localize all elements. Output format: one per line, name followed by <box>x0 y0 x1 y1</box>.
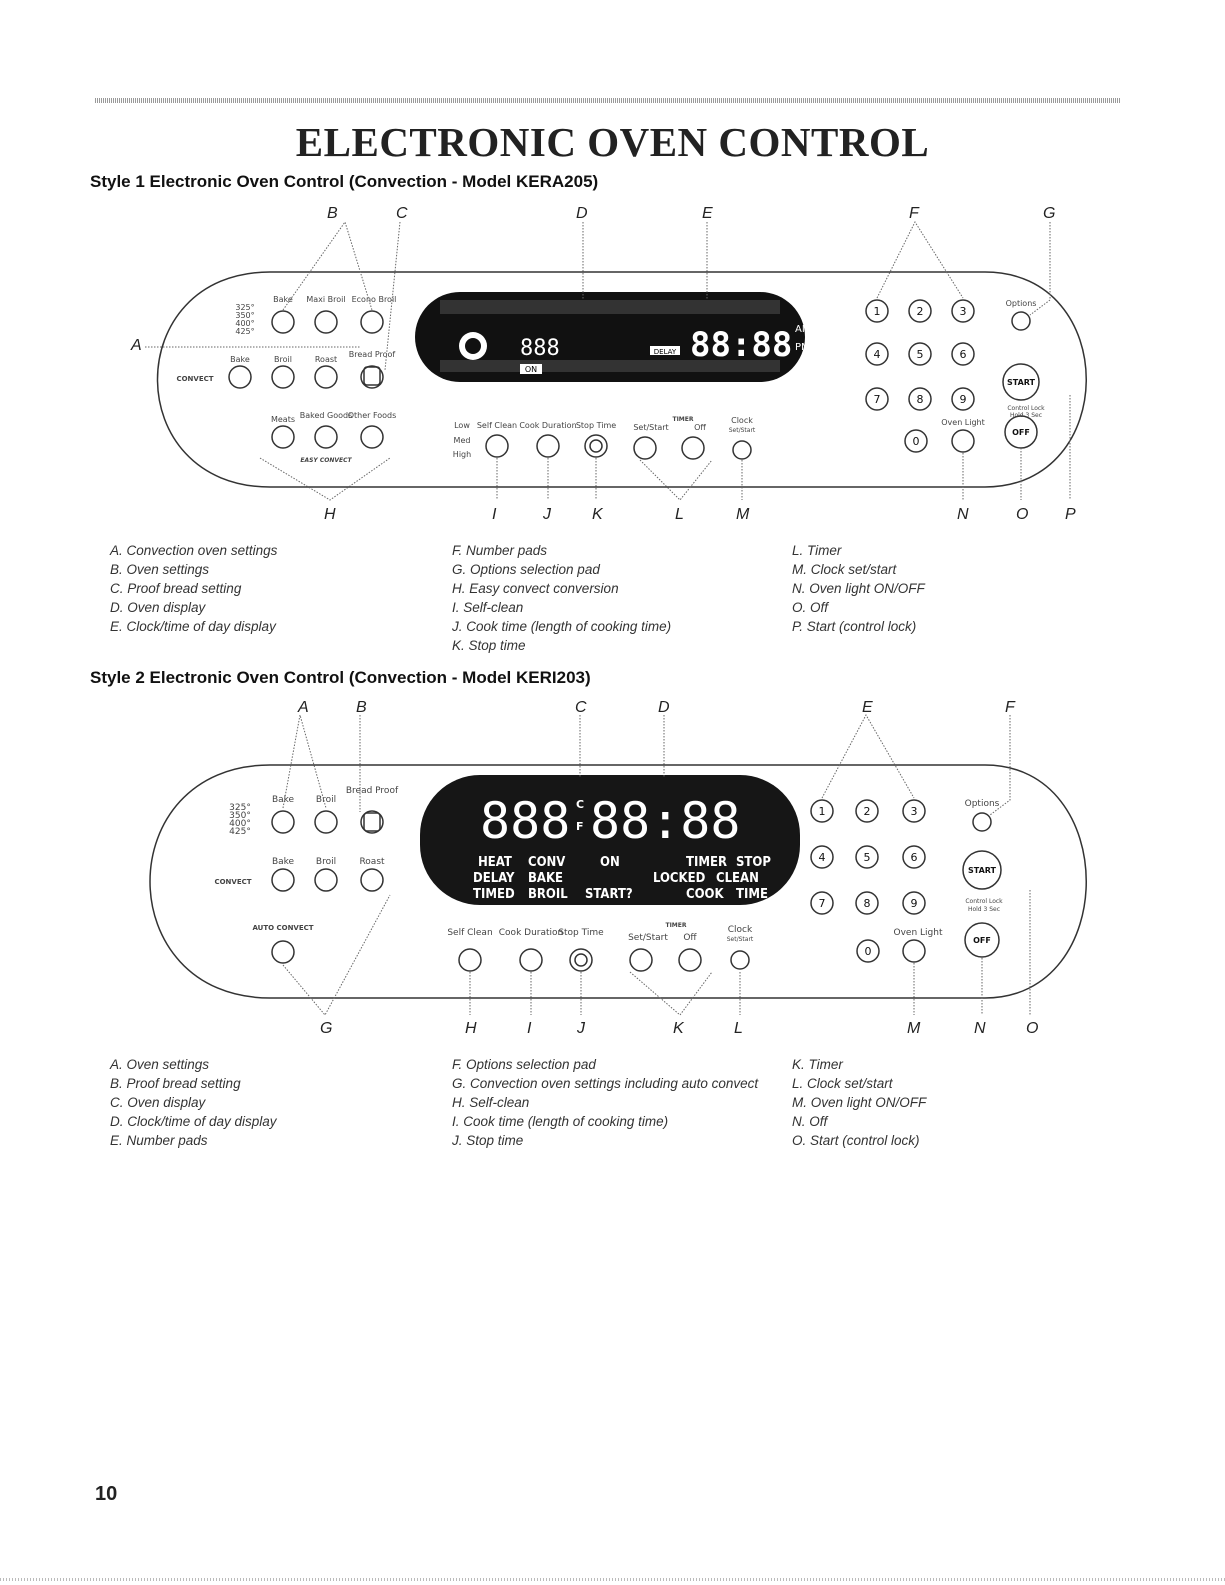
s1-display-clock: 88:88 <box>690 325 793 365</box>
svg-text:Clock: Clock <box>731 416 753 425</box>
svg-text:0: 0 <box>864 945 872 958</box>
svg-text:Hold 3 Sec: Hold 3 Sec <box>1009 412 1043 419</box>
svg-text:Cook Duration: Cook Duration <box>498 928 564 938</box>
svg-text:5: 5 <box>916 348 924 361</box>
bottom-rule <box>0 1578 1225 1581</box>
svg-text:LOCKED: LOCKED <box>653 871 706 886</box>
svg-text:4: 4 <box>873 348 881 361</box>
svg-text:TIME: TIME <box>736 887 768 902</box>
svg-text:Oven Light: Oven Light <box>941 418 985 427</box>
svg-text:TIMER: TIMER <box>686 855 727 870</box>
callout-I: I <box>492 506 497 523</box>
svg-text:High: High <box>452 450 472 459</box>
svg-text:CONVECT: CONVECT <box>214 878 252 886</box>
style1-legend-col2: F. Number pads G. Options selection pad H. Easy convect conversion I. Self-clean J. Cook time (length of cooking time) K. Stop time <box>452 543 672 653</box>
svg-text:CLEAN: CLEAN <box>716 871 759 886</box>
style1-legend-col3: L. Timer M. Clock set/start N. Oven light ON/OFF O. Off P. Start (control lock) <box>792 543 925 634</box>
svg-text:BROIL: BROIL <box>528 887 568 902</box>
svg-text:EASY CONVECT: EASY CONVECT <box>300 457 352 464</box>
svg-text:Bread Proof: Bread Proof <box>348 350 396 359</box>
callout-E: E <box>702 205 713 222</box>
svg-text:Bake: Bake <box>230 355 250 364</box>
callout2-L: L <box>734 1020 743 1037</box>
svg-text:400°: 400° <box>235 319 255 328</box>
svg-text:AUTO CONVECT: AUTO CONVECT <box>252 924 314 932</box>
svg-text:2: 2 <box>863 805 871 818</box>
callout-C: C <box>396 205 408 222</box>
callout2-B: B <box>356 699 367 716</box>
svg-text:TIMER: TIMER <box>672 416 694 423</box>
svg-text:0: 0 <box>912 435 920 448</box>
callout2-O: O <box>1026 1020 1039 1037</box>
svg-text:6: 6 <box>910 851 918 864</box>
svg-text:Hold 3 Sec: Hold 3 Sec <box>967 906 1001 913</box>
top-rule <box>95 98 1120 103</box>
svg-text:350°: 350° <box>235 311 255 320</box>
svg-text:888: 888 <box>480 792 571 850</box>
style1-diagram <box>0 200 1225 530</box>
callout2-D: D <box>658 699 670 716</box>
svg-text:Off: Off <box>683 933 697 943</box>
callout-M: M <box>736 506 750 523</box>
svg-text:Set/Start: Set/Start <box>628 933 668 943</box>
svg-text:1: 1 <box>873 305 881 318</box>
svg-text:Broil: Broil <box>274 355 292 364</box>
callout-O: O <box>1016 506 1029 523</box>
svg-text:425°: 425° <box>235 327 255 336</box>
svg-text:Maxi Broil: Maxi Broil <box>306 295 346 304</box>
svg-text:Baked Goods: Baked Goods <box>299 411 353 420</box>
style2-legend-col2: F. Options selection pad G. Convection oven settings including auto convect H. Self-clean I. Cook time (length of cooking time) J. Stop time <box>452 1057 759 1148</box>
svg-text:Clock: Clock <box>727 925 753 935</box>
callout-B: B <box>327 205 338 222</box>
svg-text:7: 7 <box>873 393 881 406</box>
callout2-A: A <box>298 699 309 716</box>
svg-text:Econo Broil: Econo Broil <box>351 295 397 304</box>
svg-text:Off: Off <box>694 423 706 432</box>
svg-text:Roast: Roast <box>359 857 385 867</box>
callout2-N: N <box>974 1020 986 1037</box>
svg-text:Options: Options <box>1005 299 1037 308</box>
svg-text:CONV: CONV <box>528 855 566 870</box>
callout-J: J <box>543 506 551 523</box>
svg-text:5: 5 <box>863 851 871 864</box>
callout2-H: H <box>465 1020 477 1037</box>
svg-text:TIMED: TIMED <box>473 887 515 902</box>
svg-text:Self Clean: Self Clean <box>447 928 493 938</box>
callout2-J: J <box>577 1020 585 1037</box>
svg-text:Control Lock: Control Lock <box>965 898 1003 905</box>
svg-text:AM: AM <box>795 324 811 335</box>
callout2-I: I <box>527 1020 532 1037</box>
svg-text:Set/Start: Set/Start <box>633 423 669 432</box>
callout-A: A <box>131 337 142 354</box>
svg-text:Broil: Broil <box>315 795 337 805</box>
callout-L: L <box>675 506 684 523</box>
callout-P: P <box>1065 506 1076 523</box>
svg-text:400°: 400° <box>229 819 251 829</box>
svg-text:Stop Time: Stop Time <box>575 421 617 430</box>
svg-text:TIMER: TIMER <box>665 922 687 929</box>
svg-text:START?: START? <box>585 887 633 902</box>
svg-text:3: 3 <box>910 805 918 818</box>
svg-text:Bake: Bake <box>271 795 295 805</box>
svg-text:Broil: Broil <box>315 857 337 867</box>
svg-text:Control Lock: Control Lock <box>1007 405 1045 412</box>
svg-text:Set/Start: Set/Start <box>726 936 754 943</box>
svg-text:Bake: Bake <box>271 857 295 867</box>
style1-legend-col1: A. Convection oven settings B. Oven settings C. Proof bread setting D. Oven display E. Clock/time of day display <box>110 543 278 634</box>
svg-text:CONVECT: CONVECT <box>176 375 214 383</box>
svg-text:DELAY: DELAY <box>473 871 515 886</box>
svg-text:9: 9 <box>959 393 967 406</box>
svg-text:Other Foods: Other Foods <box>347 411 397 420</box>
svg-text:START: START <box>1006 378 1036 387</box>
svg-text:Cook Duration: Cook Duration <box>519 421 577 430</box>
callout-K: K <box>592 506 603 523</box>
svg-text:Bake: Bake <box>273 295 293 304</box>
svg-text:325°: 325° <box>235 303 255 312</box>
svg-text:HEAT: HEAT <box>478 855 512 870</box>
svg-text:3: 3 <box>959 305 967 318</box>
svg-text:Roast: Roast <box>314 355 338 364</box>
svg-text:425°: 425° <box>229 827 251 837</box>
svg-text:Set/Start: Set/Start <box>728 427 756 434</box>
svg-text:START: START <box>967 866 997 875</box>
svg-text:Bread Proof: Bread Proof <box>345 786 399 796</box>
svg-text:350°: 350° <box>229 811 251 821</box>
svg-text:6: 6 <box>959 348 967 361</box>
callout2-G: G <box>320 1020 333 1037</box>
callout2-K: K <box>673 1020 684 1037</box>
svg-text:88:88: 88:88 <box>590 792 741 850</box>
svg-text:Options: Options <box>964 799 1000 809</box>
style1-heading: Style 1 Electronic Oven Control (Convection - Model KERA205) <box>90 172 599 191</box>
svg-text:Oven Light: Oven Light <box>893 928 943 938</box>
svg-text:Self Clean: Self Clean <box>476 421 518 430</box>
svg-text:OFF: OFF <box>1012 428 1030 437</box>
svg-text:8: 8 <box>916 393 924 406</box>
style2-diagram <box>0 700 1225 1040</box>
svg-text:OFF: OFF <box>973 936 991 945</box>
svg-text:7: 7 <box>818 897 826 910</box>
callout-D: D <box>576 205 588 222</box>
svg-text:C: C <box>576 798 585 811</box>
callout2-F: F <box>1005 699 1015 716</box>
page-title: ELECTRONIC OVEN CONTROL <box>295 119 930 165</box>
svg-text:Low: Low <box>454 421 470 430</box>
callout2-E: E <box>862 699 873 716</box>
style2-legend-col1: A. Oven settings B. Proof bread setting C. Oven display D. Clock/time of day display E. Number pads <box>110 1057 277 1148</box>
svg-text:325°: 325° <box>229 803 251 813</box>
svg-text:BAKE: BAKE <box>528 871 564 886</box>
style2-heading: Style 2 Electronic Oven Control (Convection - Model KERI203) <box>90 668 591 687</box>
callout-N: N <box>957 506 969 523</box>
callout-F: F <box>909 205 919 222</box>
svg-text:Med: Med <box>453 436 471 445</box>
svg-text:Meats: Meats <box>270 415 296 424</box>
s1-display-temp: 888 <box>520 336 560 361</box>
svg-text:2: 2 <box>916 305 924 318</box>
callout-G: G <box>1043 205 1056 222</box>
svg-text:8: 8 <box>863 897 871 910</box>
svg-text:F: F <box>576 820 584 833</box>
callout2-C: C <box>575 699 587 716</box>
svg-text:PM: PM <box>795 342 810 353</box>
style2-legend-col3: K. Timer L. Clock set/start M. Oven light ON/OFF N. Off O. Start (control lock) <box>792 1057 927 1148</box>
svg-text:4: 4 <box>818 851 826 864</box>
svg-text:STOP: STOP <box>736 855 771 870</box>
svg-text:9: 9 <box>910 897 918 910</box>
callout2-M: M <box>907 1020 921 1037</box>
svg-text:1: 1 <box>818 805 826 818</box>
svg-text:ON: ON <box>600 855 620 870</box>
svg-text:COOK: COOK <box>686 887 724 902</box>
svg-text:DELAY: DELAY <box>653 348 677 356</box>
callout-H: H <box>324 506 336 523</box>
svg-text:Stop Time: Stop Time <box>558 928 604 938</box>
svg-text:ON: ON <box>524 365 538 374</box>
page-number: 10 <box>95 1483 118 1505</box>
